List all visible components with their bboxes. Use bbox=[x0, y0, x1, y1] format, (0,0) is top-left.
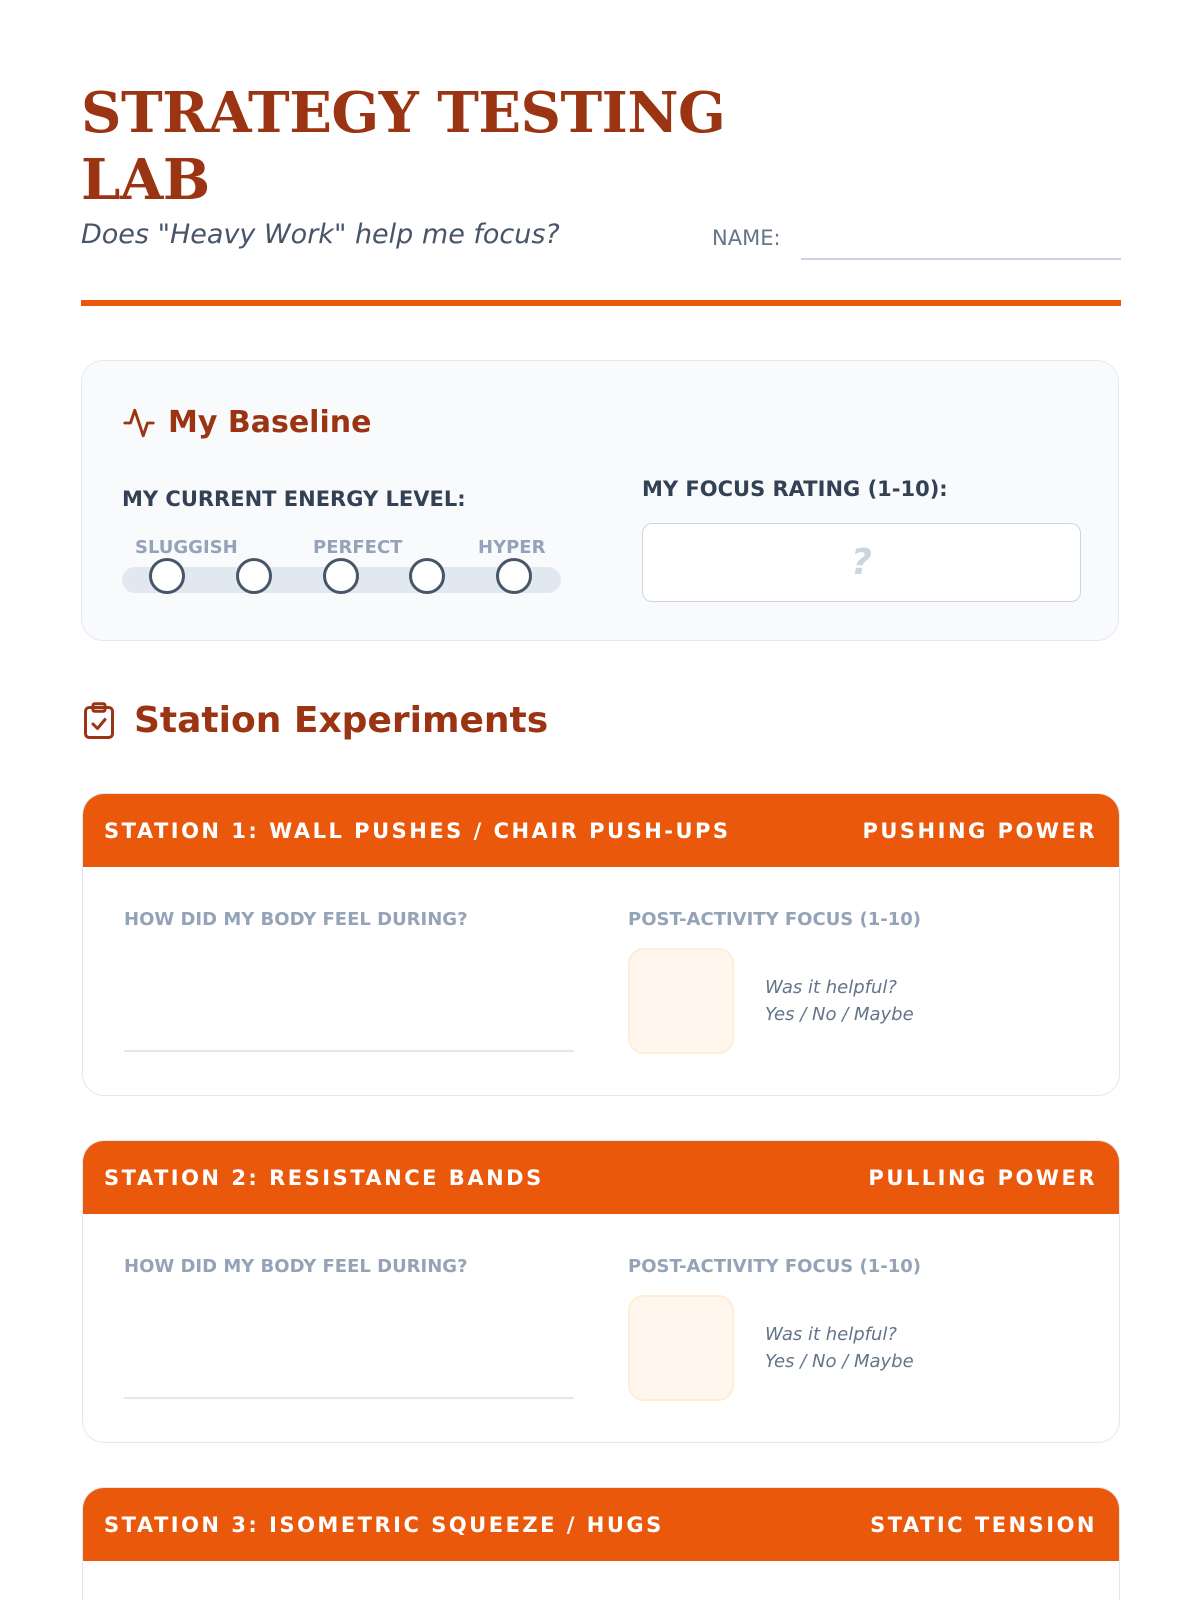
scale-word-sluggish: SLUGGISH bbox=[135, 537, 238, 558]
baseline-header bbox=[122, 405, 371, 440]
station-experiments-title: Station Experiments bbox=[134, 700, 549, 741]
focus-rating-input[interactable] bbox=[642, 523, 1081, 602]
station-experiments-header bbox=[81, 700, 548, 741]
post-focus-label: POST-ACTIVITY FOCUS (1-10) bbox=[628, 1256, 922, 1277]
helpful-options[interactable]: Yes / No / Maybe bbox=[765, 1351, 914, 1372]
energy-option-5[interactable] bbox=[496, 558, 532, 594]
energy-option-3[interactable] bbox=[323, 558, 359, 594]
activity-pulse-icon bbox=[122, 406, 156, 440]
energy-option-2[interactable] bbox=[236, 558, 272, 594]
helpful-question: Was it helpful? bbox=[765, 977, 897, 998]
page-subtitle: Does "Heavy Work" help me focus? bbox=[81, 219, 560, 250]
station-tag: PUSHING POWER bbox=[862, 818, 1097, 843]
station-name: STATION 1: WALL PUSHES / CHAIR PUSH-UPS bbox=[104, 818, 731, 843]
station-card-1 bbox=[82, 793, 1120, 1096]
energy-option-4[interactable] bbox=[409, 558, 445, 594]
clipboard-check-icon bbox=[81, 701, 117, 741]
header-divider bbox=[81, 300, 1121, 306]
name-field[interactable] bbox=[801, 258, 1121, 260]
post-focus-input[interactable] bbox=[628, 948, 734, 1054]
station-name: STATION 3: ISOMETRIC SQUEEZE / HUGS bbox=[104, 1512, 664, 1537]
baseline-card bbox=[81, 360, 1119, 641]
station-header-bar bbox=[83, 1141, 1119, 1214]
focus-rating-label: MY FOCUS RATING (1-10): bbox=[642, 477, 948, 501]
page-title: STRATEGY TESTING LAB bbox=[81, 80, 726, 213]
helpful-prompt bbox=[765, 974, 914, 1028]
energy-level-label: MY CURRENT ENERGY LEVEL: bbox=[122, 487, 466, 511]
helpful-question: Was it helpful? bbox=[765, 1324, 897, 1345]
body-feel-question: HOW DID MY BODY FEEL DURING? bbox=[124, 909, 468, 930]
station-tag: STATIC TENSION bbox=[870, 1512, 1097, 1537]
energy-option-1[interactable] bbox=[149, 558, 185, 594]
helpful-options[interactable]: Yes / No / Maybe bbox=[765, 1004, 914, 1025]
station-card-3 bbox=[82, 1487, 1120, 1600]
name-label: NAME: bbox=[712, 226, 781, 250]
baseline-title: My Baseline bbox=[168, 405, 372, 440]
post-focus-input[interactable] bbox=[628, 1295, 734, 1401]
station-tag: PULLING POWER bbox=[868, 1165, 1097, 1190]
focus-rating-placeholder: ? bbox=[851, 542, 872, 583]
scale-word-hyper: HYPER bbox=[478, 537, 546, 558]
body-feel-question: HOW DID MY BODY FEEL DURING? bbox=[124, 1256, 468, 1277]
post-focus-label: POST-ACTIVITY FOCUS (1-10) bbox=[628, 909, 922, 930]
helpful-prompt bbox=[765, 1321, 914, 1375]
body-feel-answer-field[interactable] bbox=[124, 1050, 574, 1052]
body-feel-answer-field[interactable] bbox=[124, 1397, 574, 1399]
station-header-bar bbox=[83, 1488, 1119, 1561]
station-name: STATION 2: RESISTANCE BANDS bbox=[104, 1165, 544, 1190]
station-header-bar bbox=[83, 794, 1119, 867]
scale-word-perfect: PERFECT bbox=[313, 537, 403, 558]
station-card-2 bbox=[82, 1140, 1120, 1443]
